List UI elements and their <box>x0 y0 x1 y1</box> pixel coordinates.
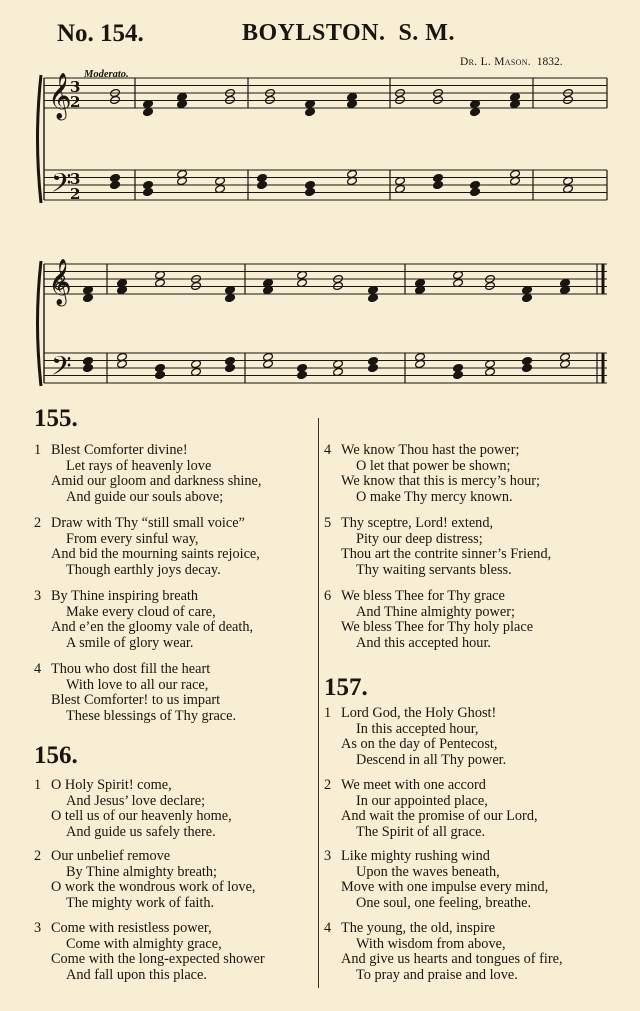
stanza-line: O make Thy mercy known. <box>356 488 513 505</box>
stanza-line: A smile of glory wear. <box>66 634 194 651</box>
column-divider <box>318 418 319 988</box>
note-head <box>470 187 481 196</box>
brace-icon <box>38 261 42 386</box>
stanza-line: We bless Thee for Thy holy place <box>341 619 534 636</box>
stanza-line: With wisdom from above, <box>356 935 506 952</box>
bass-clef-icon: 𝄢 <box>51 167 72 205</box>
stanza-line: And wait the promise of our Lord, <box>341 808 538 825</box>
stanza-155-2 <box>34 516 260 578</box>
stanza-156-5 <box>324 516 551 578</box>
stanza-num: 1 <box>324 705 332 721</box>
stanza-line: And Thine almighty power; <box>356 603 515 620</box>
stanza-line: In this accepted hour, <box>356 720 479 737</box>
stanza-num: 3 <box>34 588 42 604</box>
tempo-marking: Moderato. <box>84 69 129 80</box>
composer-year: 1832. <box>536 56 563 68</box>
stanza-line: And give us hearts and tongues of fire, <box>341 951 563 968</box>
stanza-line: And guide our souls above; <box>66 488 224 505</box>
stanza-line: O tell us of our heavenly home, <box>51 808 232 825</box>
composer-name: Dr. L. Mason. <box>460 56 531 68</box>
stanza-line: We know Thou hast the power; <box>341 442 520 458</box>
stanza-line: As on the day of Pentecost, <box>341 736 498 753</box>
stanza-155-4 <box>34 662 236 724</box>
stanza-line: Though earthly joys decay. <box>66 561 221 578</box>
stanza-line: We know that this is mercy’s hour; <box>341 473 540 490</box>
stanza-num: 4 <box>324 442 332 458</box>
time-signature: 2 <box>70 185 81 203</box>
note-head <box>83 293 94 302</box>
stanza-line: These blessings of Thy grace. <box>66 707 237 724</box>
stanza-line: Thy sceptre, Lord! extend, <box>341 515 494 531</box>
stanza-157-2 <box>324 778 538 840</box>
time-signature: 3 <box>70 170 81 188</box>
note-head <box>433 180 444 189</box>
stanza-num: 2 <box>34 515 42 531</box>
note-head <box>257 180 268 189</box>
stanza-155-1 <box>34 443 261 505</box>
stanza-line: And bid the mourning saints rejoice, <box>51 546 260 563</box>
stanza-num: 6 <box>324 588 332 604</box>
stanza-157-1 <box>324 706 506 768</box>
note-head <box>155 370 166 379</box>
stanza-line: Our unbelief remove <box>51 848 171 864</box>
stanza-line: The Spirit of all grace. <box>356 823 486 840</box>
stanza-156-2 <box>34 849 256 911</box>
stanza-line: Pity our deep distress; <box>356 530 483 547</box>
stanza-line: We bless Thee for Thy grace <box>341 588 505 604</box>
stanza-line: Blest Comforter! to us impart <box>51 692 221 709</box>
note-head <box>470 107 481 116</box>
stanza-line: The young, the old, inspire <box>341 920 496 936</box>
stanza-num: 5 <box>324 515 332 531</box>
stanza-line: With love to all our race, <box>66 676 209 693</box>
stanza-num: 4 <box>324 920 332 936</box>
bass-clef-icon: 𝄢 <box>51 350 72 388</box>
note-head <box>305 107 316 116</box>
stanza-line: And this accepted hour. <box>356 634 491 651</box>
stanza-line: And Jesus’ love declare; <box>66 792 206 809</box>
stanza-line: Thou who dost fill the heart <box>51 661 211 677</box>
brace-icon <box>38 75 42 203</box>
stanza-line: We meet with one accord <box>341 777 486 793</box>
tune-meter: S. M. <box>398 20 455 46</box>
stanza-line: From every sinful way, <box>66 530 199 547</box>
note-head <box>522 363 533 372</box>
stanza-line: Upon the waves beneath, <box>356 863 500 880</box>
note-head <box>143 107 154 116</box>
hymn-number-title: No. 154. <box>57 20 144 47</box>
stanza-line: In our appointed place, <box>356 792 488 809</box>
note-head <box>225 363 236 372</box>
note-head <box>83 363 94 372</box>
hymn-156-number: 156. <box>34 742 78 769</box>
stanza-line: Move with one impulse every mind, <box>341 879 549 896</box>
stanza-line: Like mighty rushing wind <box>341 848 490 864</box>
time-signature: 2 <box>70 93 81 111</box>
stanza-line: By Thine inspiring breath <box>51 588 199 604</box>
stanza-line: Thou art the contrite sinner’s Friend, <box>341 546 552 563</box>
stanza-line: O work the wondrous work of love, <box>51 879 256 896</box>
note-head <box>143 187 154 196</box>
tune-name: BOYLSTON. <box>242 20 386 46</box>
stanza-line: By Thine almighty breath; <box>66 863 218 880</box>
note-head <box>453 370 464 379</box>
stanza-line: And guide us safely there. <box>66 823 216 840</box>
stanza-line: Come with the long-expected shower <box>51 951 265 968</box>
note-head <box>110 180 121 189</box>
stanza-line: Thy waiting servants bless. <box>356 561 512 578</box>
note-head <box>522 293 533 302</box>
note-head <box>368 363 379 372</box>
stanza-num: 2 <box>34 848 42 864</box>
stanza-line: Come with almighty grace, <box>66 935 222 952</box>
stanza-157-4 <box>324 921 563 983</box>
stanza-157-3 <box>324 849 548 911</box>
stanza-num: 2 <box>324 777 332 793</box>
stanza-num: 3 <box>34 920 42 936</box>
stanza-line: Let rays of heavenly love <box>66 457 212 474</box>
stanza-line: Amid our gloom and darkness shine, <box>51 473 262 490</box>
stanza-line: Come with resistless power, <box>51 920 212 936</box>
music-score <box>0 0 640 410</box>
note-head <box>297 370 308 379</box>
note-head <box>225 293 236 302</box>
stanza-line: Descend in all Thy power. <box>356 751 507 768</box>
stanza-line: Blest Comforter divine! <box>51 442 188 458</box>
note-head <box>563 95 574 104</box>
note-head <box>368 293 379 302</box>
stanza-line: O Holy Spirit! come, <box>51 777 172 793</box>
stanza-line: To pray and praise and love. <box>356 966 518 983</box>
time-signature: 3 <box>70 78 81 96</box>
stanza-156-4 <box>324 443 540 505</box>
stanza-156-3 <box>34 921 265 983</box>
stanza-line: And fall upon this place. <box>66 966 207 983</box>
stanza-line: And e’en the gloomy vale of death, <box>51 619 254 636</box>
stanza-line: The mighty work of faith. <box>66 894 215 911</box>
stanza-156-1 <box>34 778 232 840</box>
hymn-157-number: 157. <box>324 674 368 701</box>
stanza-num: 1 <box>34 777 42 793</box>
stanza-num: 3 <box>324 848 332 864</box>
stanza-line: O let that power be shown; <box>356 457 511 474</box>
treble-clef-icon: 𝄞 <box>48 73 72 119</box>
treble-clef-icon: 𝄞 <box>48 259 72 305</box>
stanza-156-6 <box>324 589 533 651</box>
stanza-line: Lord God, the Holy Ghost! <box>341 705 497 721</box>
stanza-155-3 <box>34 589 253 651</box>
stanza-num: 1 <box>34 442 42 458</box>
stanza-line: Make every cloud of care, <box>66 603 216 620</box>
stanza-line: Draw with Thy “still small voice” <box>51 515 245 531</box>
note-head <box>305 187 316 196</box>
stanza-line: One soul, one feeling, breathe. <box>356 894 532 911</box>
stanza-num: 4 <box>34 661 42 677</box>
hymn-155-number: 155. <box>34 405 78 432</box>
